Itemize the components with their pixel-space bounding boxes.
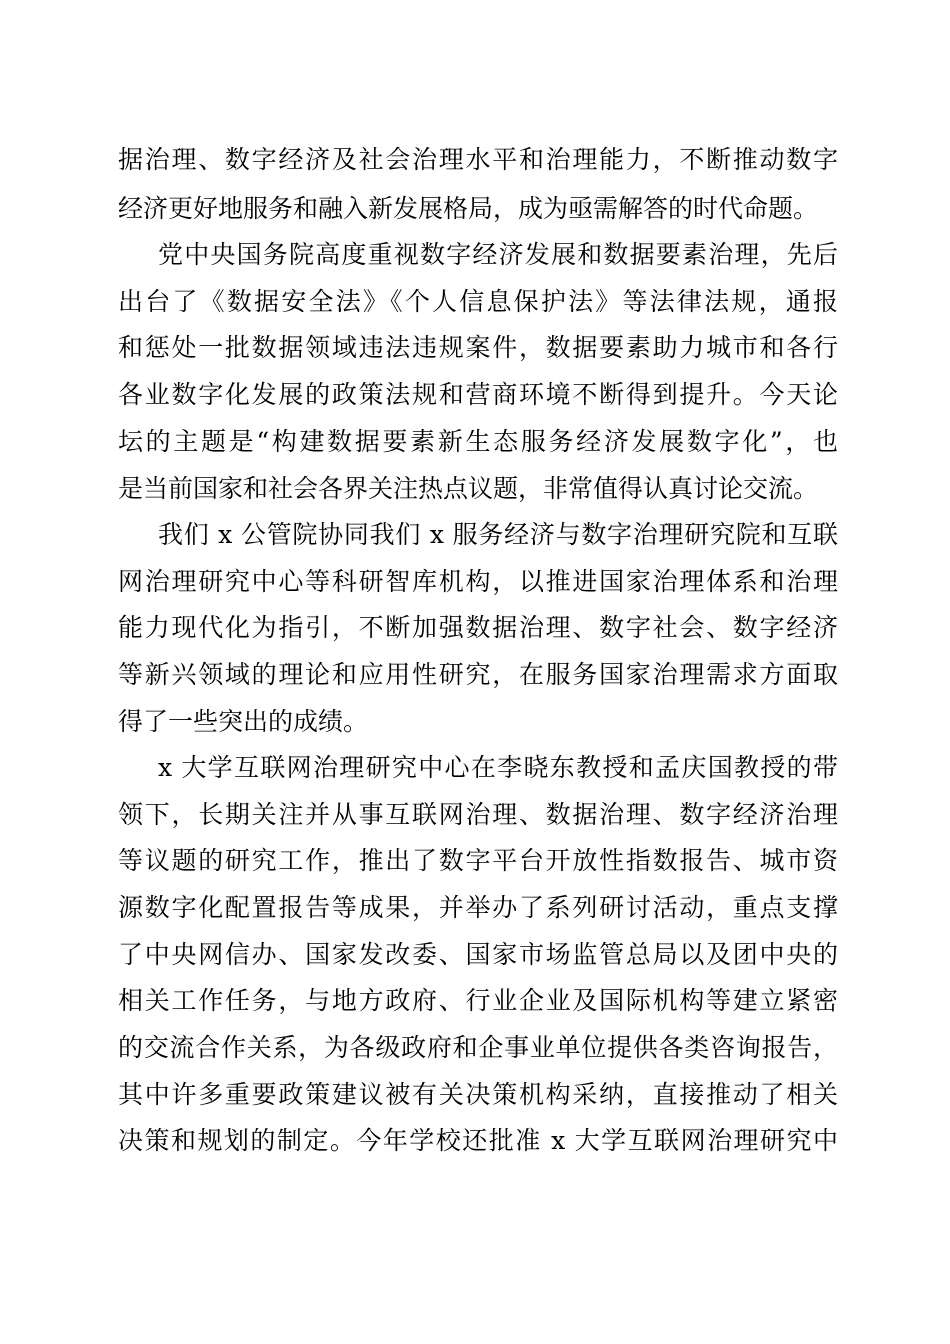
paragraph-4-line-2: 领下，长期关注并从事互联网治理、数据治理、数字经济治理: [118, 800, 838, 829]
paragraph-3-line-1: 我们 x 公管院协同我们 x 服务经济与数字治理研究院和互联: [158, 520, 838, 549]
paragraph-4-line-7: 的交流合作关系，为各级政府和企事业单位提供各类咨询报告，: [118, 1033, 838, 1062]
paragraph-2-line-3: 和惩处一批数据领域违法违规案件，数据要素助力城市和各行: [118, 333, 838, 362]
paragraph-4-line-5: 了中央网信办、国家发改委、国家市场监管总局以及团中央的: [118, 940, 838, 969]
paragraph-2-line-5: 坛的主题是“构建数据要素新生态服务经济发展数字化”，也: [118, 427, 838, 456]
paragraph-2-line-1: 党中央国务院高度重视数字经济发展和数据要素治理，先后: [158, 240, 838, 269]
paragraph-4-line-9: 决策和规划的制定。今年学校还批准 x 大学互联网治理研究中: [118, 1126, 838, 1155]
paragraph-1-line-1: 据治理、数字经济及社会治理水平和治理能力，不断推动数字: [118, 145, 838, 174]
paragraph-3-line-2: 网治理研究中心等科研智库机构，以推进国家治理体系和治理: [118, 567, 838, 596]
paragraph-4-line-8: 其中许多重要政策建议被有关决策机构采纳，直接推动了相关: [118, 1080, 838, 1109]
paragraph-1-line-2: 经济更好地服务和融入新发展格局，成为亟需解答的时代命题。: [118, 194, 819, 223]
paragraph-3-line-5: 得了一些突出的成绩。: [118, 707, 369, 736]
paragraph-4-line-3: 等议题的研究工作，推出了数字平台开放性指数报告、城市资: [118, 846, 838, 875]
paragraph-4-line-6: 相关工作任务，与地方政府、行业企业及国际机构等建立紧密: [118, 986, 838, 1015]
paragraph-4-line-1: x 大学互联网治理研究中心在李晓东教授和孟庆国教授的带: [158, 753, 838, 782]
paragraph-2-line-2: 出台了《数据安全法》《个人信息保护法》等法律法规，通报: [118, 287, 838, 316]
paragraph-4-line-4: 源数字化配置报告等成果，并举办了系列研讨活动，重点支撑: [118, 893, 838, 922]
paragraph-3-line-4: 等新兴领域的理论和应用性研究，在服务国家治理需求方面取: [118, 660, 838, 689]
paragraph-2-line-6: 是当前国家和社会各界关注热点议题，非常值得认真讨论交流。: [118, 474, 819, 503]
paragraph-2-line-4: 各业数字化发展的政策法规和营商环境不断得到提升。今天论: [118, 380, 838, 409]
paragraph-3-line-3: 能力现代化为指引，不断加强数据治理、数字社会、数字经济: [118, 613, 838, 642]
